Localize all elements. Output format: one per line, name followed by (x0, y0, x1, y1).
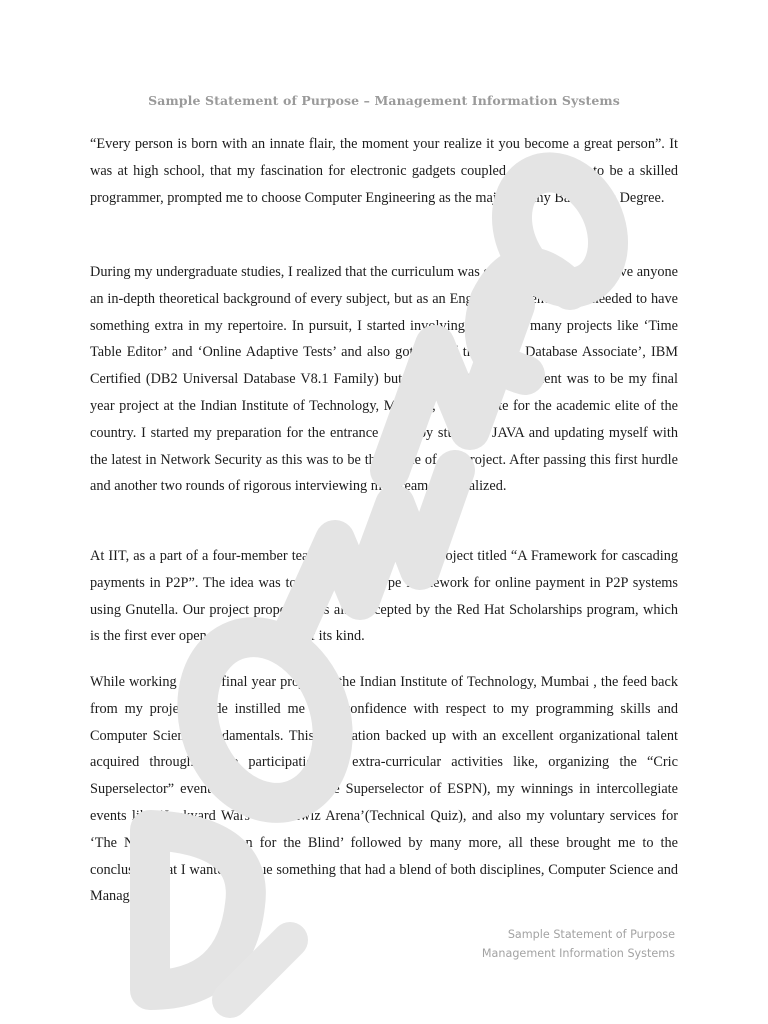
page-footer (482, 925, 675, 963)
paragraph-1: “Every person is born with an innate flair, the moment your realize it you become a great person”. It was at high school, that my fascination for electronic gadgets coupled with a desire to be a skilled programmer, prompted me to choose Computer Engineering as the major for my Bachelor’s Degree. (90, 136, 678, 206)
watermark-stroke (230, 940, 290, 1000)
paragraph-3: At IIT, as a part of a four-member team we were allotted a project titled “A Framework for cascading payments in P2P”. The idea was to build a prototype framework for online payment in P2P systems using Gnutella. Our project proposal was also accepted by the Red Hat Scholarships program, which is the first ever open source program of its kind. (90, 548, 678, 645)
footer-line-1: Sample Statement of Purpose (507, 928, 675, 941)
footer-line-2: Management Information Systems (481, 947, 675, 960)
paragraph-2: During my undergraduate studies, I realized that the curriculum was exhaustive enough to give anyone an in-depth theoretical background of every subject, but as an Engineer is it enough? I needed to have something extra in my repertoire. In pursuit, I started involving myself in many projects like ‘Time Table Editor’ and ‘Online Adaptive Tests’ and also got myself the tag of Database Associate’, IBM Certified (DB2 Universal Database V8.1 Family) but my crowning achievement was to be my final year project at the Indian Institute of Technology, Mumbai, the institute for the academic elite of the country. I started my preparation for the entrance exam by studying JAVA and updating myself with the latest in Network Security as this was to be the theme of my project. After passing this first hurdle and another two rounds of rigorous interviewing my dream was realized. (90, 264, 678, 495)
document-title: Sample Statement of Purpose – Management Information Systems (148, 93, 620, 108)
paragraph-4: While working on my final year project at the Indian Institute of Technology, Mumbai , the feed back from my project guide instilled me with confidence with respect to my programming skills and Computer Science fundamentals. This realization backed up with an excellent organizational talent acquired through active participation in extra-curricular activities like, organizing the “Cric Superselector” event (model based on the Superselector of ESPN), my winnings in intercollegiate events like ‘Junkyard Wars’ and ‘Kwiz Arena’(Technical Quiz), and also my voluntary services for ‘The National Asssociation for the Blind’ followed by many more, all these brought me to the conclusion that I wanted pursue something that had a blend of both disciplines, Computer Science and Management. (90, 674, 678, 905)
